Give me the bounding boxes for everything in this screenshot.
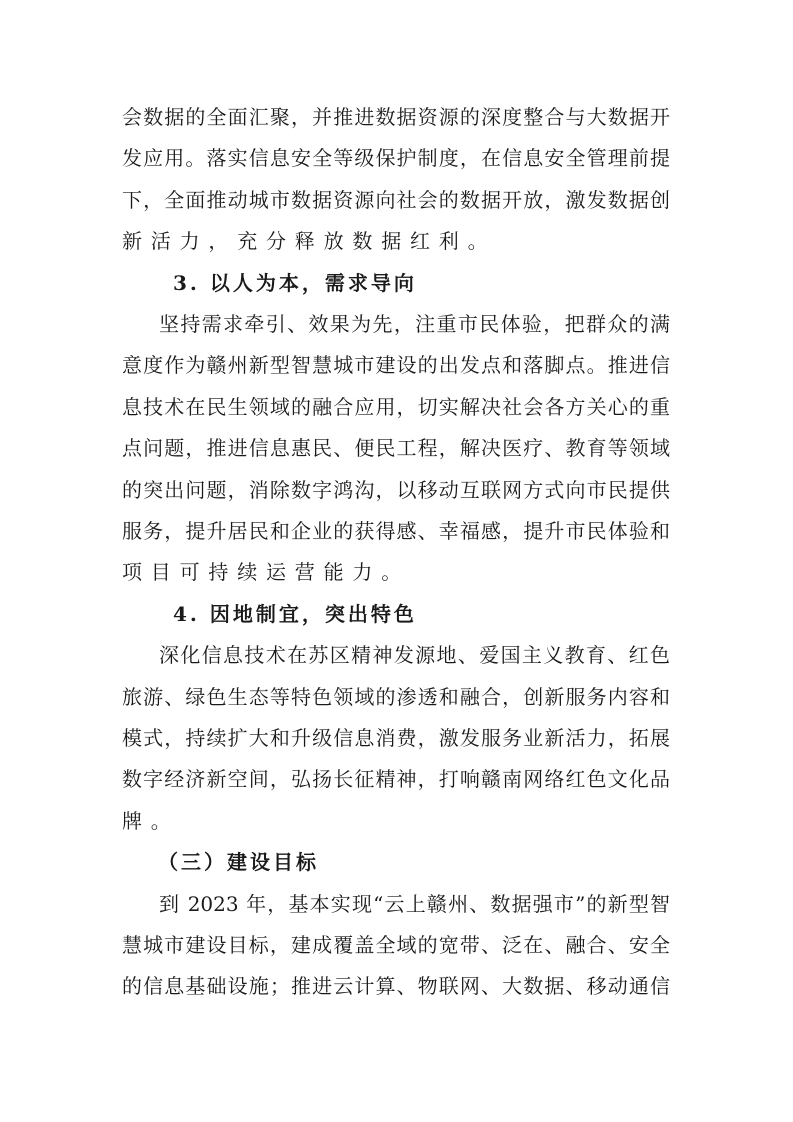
- body-text-line: 发应用。落实信息安全等级保护制度，在信息安全管理前提: [122, 146, 670, 171]
- body-text-line: 模式，持续扩大和升级信息消费，激发服务业新活力，拓展: [122, 726, 670, 750]
- paragraph-first-line: 深化信息技术在苏区精神发源地、爱国主义教育、红色: [159, 643, 670, 668]
- section-heading: 4. 因地制宜，突出特色: [173, 601, 417, 626]
- body-text-line: 牌。: [122, 808, 180, 833]
- section-heading: （三）建设目标: [158, 850, 319, 875]
- section-heading: 3. 以人为本，需求导向: [173, 270, 417, 295]
- body-text-line: 服务，提升居民和企业的获得感、幸福感，提升市民体验和: [122, 519, 670, 543]
- paragraph-first-line: 到 2023 年，基本实现“云上赣州、数据强市”的新型智: [159, 891, 670, 916]
- body-text-line: 的突出问题，消除数字鸿沟，以移动互联网方式向市民提供: [122, 477, 670, 502]
- body-text-line: 息技术在民生领域的融合应用，切实解决社会各方关心的重: [122, 394, 670, 419]
- body-text-line: 旅游、绿色生态等特色领域的渗透和融合，创新服务内容和: [122, 684, 670, 709]
- body-text-line: 数字经济新空间，弘扬长征精神，打响赣南网络红色文化品: [122, 767, 670, 792]
- body-text-line: 下，全面推动城市数据资源向社会的数据开放，激发数据创: [122, 187, 670, 212]
- paragraph-first-line: 坚持需求牵引、效果为先，注重市民体验，把群众的满: [159, 312, 670, 336]
- body-text-line: 的信息基础设施；推进云计算、物联网、大数据、移动通信: [122, 974, 670, 999]
- body-text-line: 项目可持续运营能力。: [122, 560, 410, 585]
- body-text-line: 意度作为赣州新型智慧城市建设的出发点和落脚点。推进信: [122, 353, 670, 378]
- body-text-line: 慧城市建设目标，建成覆盖全域的宽带、泛在、融合、安全: [122, 933, 670, 957]
- body-text-line: 点问题，推进信息惠民、便民工程，解决医疗、教育等领域: [122, 436, 670, 461]
- body-text-line: 新活力，充分释放数据红利。: [122, 229, 497, 254]
- body-text-line: 会数据的全面汇聚，并推进数据资源的深度整合与大数据开: [122, 105, 670, 129]
